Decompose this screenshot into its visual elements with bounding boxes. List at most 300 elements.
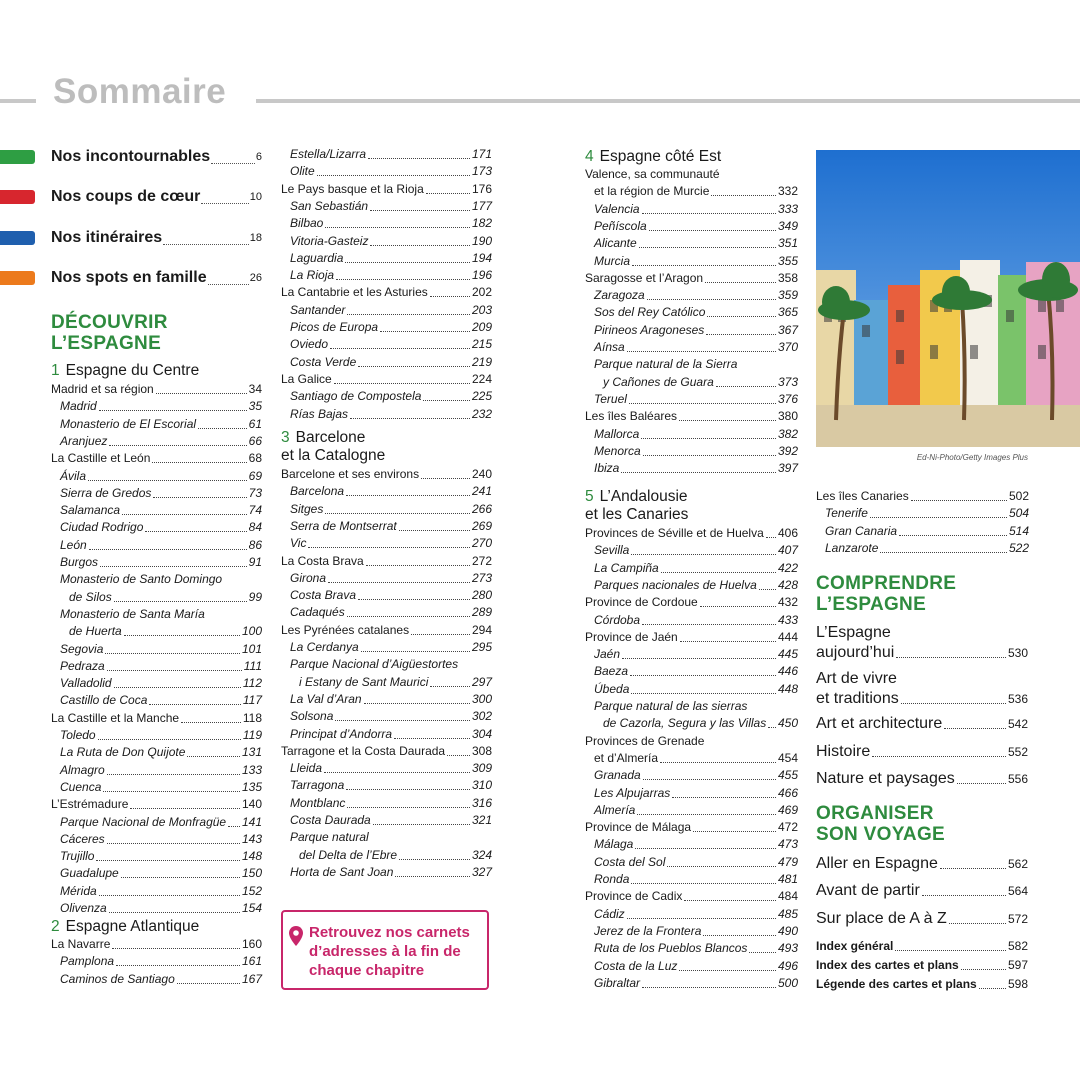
dot-leader — [109, 445, 246, 446]
page-number: 542 — [1007, 717, 1028, 731]
toc-entry — [290, 483, 492, 500]
page-number: 148 — [241, 849, 262, 864]
entry-label: La Galice — [281, 371, 332, 386]
toc-entry — [585, 594, 798, 611]
dot-leader — [895, 950, 1006, 951]
entry-label: Oviedo — [290, 337, 329, 352]
toc-entry — [281, 466, 492, 483]
toc-entry — [594, 218, 798, 235]
page-number: 131 — [241, 745, 262, 760]
page-number: 100 — [241, 624, 262, 639]
dot-leader — [957, 783, 1006, 784]
page-number: 472 — [777, 820, 798, 835]
entry-label: Segovia — [60, 641, 104, 656]
page-number: 160 — [241, 937, 262, 951]
page-number: 101 — [241, 641, 262, 656]
toc-entry — [594, 612, 798, 629]
toc-entry — [290, 388, 492, 405]
page-number: 367 — [777, 322, 798, 337]
dot-leader — [347, 807, 470, 808]
dot-leader — [642, 213, 776, 214]
entry-label: Monasterio de El Escorial — [60, 416, 197, 431]
page-number: 161 — [241, 954, 262, 969]
entry-label: Province de Cadix — [585, 889, 683, 904]
page-number: 18 — [249, 232, 262, 244]
page-number: 219 — [471, 354, 492, 369]
entry-label: Ciudad Rodrigo — [60, 520, 144, 535]
page-number: 34 — [248, 382, 262, 396]
dot-leader — [114, 687, 241, 688]
page-number: 133 — [241, 762, 262, 777]
dot-leader — [112, 948, 240, 949]
toc-entry — [60, 641, 262, 658]
chapter-heading — [281, 429, 385, 465]
dot-leader — [98, 739, 241, 740]
entry-label: Rías Bajas — [290, 406, 349, 421]
page-number: 327 — [471, 864, 492, 879]
entry-label: Tarragona — [290, 778, 345, 793]
dot-leader — [121, 877, 240, 878]
toc-entry — [594, 923, 798, 940]
toc-entry — [594, 906, 798, 923]
entry-label: Le Pays basque et la Rioja — [281, 181, 424, 196]
toc-entry — [594, 201, 798, 218]
toc-entry — [594, 871, 798, 888]
dot-leader — [346, 495, 470, 496]
dot-leader — [667, 866, 776, 867]
entry-label-line: Art de vivre — [816, 670, 897, 687]
dot-leader — [716, 386, 776, 387]
entry-label: Santander — [290, 302, 346, 317]
entry-label: Olivenza — [60, 901, 107, 915]
dot-leader — [370, 210, 470, 211]
toc-entry — [594, 681, 798, 698]
dot-leader — [872, 756, 1006, 757]
chapter-number: 3 — [281, 429, 290, 446]
page-number: 490 — [777, 923, 798, 938]
chapter-heading-line — [281, 429, 385, 447]
page-number: 177 — [471, 198, 492, 213]
dot-leader — [880, 552, 1007, 553]
entry-label: Granada — [594, 768, 641, 783]
toc-entry-major — [816, 714, 1028, 734]
page-number: 316 — [471, 795, 492, 810]
dot-leader — [629, 403, 776, 404]
dot-leader — [899, 535, 1007, 536]
dot-leader — [649, 230, 776, 231]
toc-entry — [290, 535, 492, 552]
entry-label: Barcelona — [290, 484, 345, 499]
dot-leader — [705, 282, 776, 283]
color-bar — [0, 231, 35, 245]
entry-label: Córdoba — [594, 612, 641, 627]
toc-entry — [60, 416, 262, 433]
dot-leader — [911, 500, 1007, 501]
dot-leader — [107, 774, 240, 775]
dot-leader — [637, 814, 776, 815]
dot-leader — [423, 400, 470, 401]
entry-label: Sierra de Gredos — [60, 485, 152, 500]
page-number: 225 — [471, 389, 492, 404]
dot-leader — [211, 151, 255, 164]
dot-leader — [632, 265, 776, 266]
page-number: 215 — [471, 337, 492, 352]
page-number: 273 — [471, 570, 492, 585]
chapter-title: Barcelone — [295, 429, 366, 446]
dot-leader — [370, 245, 469, 246]
toc-entry — [281, 284, 492, 301]
page-number: 332 — [777, 184, 798, 199]
toc-entry — [60, 571, 262, 588]
page-number: 152 — [241, 883, 262, 898]
dot-leader — [368, 158, 470, 159]
page-number: 376 — [777, 391, 798, 406]
page-number: 370 — [777, 340, 798, 354]
part-heading-line: COMPRENDRE — [816, 573, 957, 594]
toc-entry — [290, 267, 492, 284]
color-bar — [0, 150, 35, 164]
toc-entry — [290, 777, 492, 794]
entry-label: Costa de la Luz — [594, 958, 678, 973]
dot-leader — [768, 727, 776, 728]
page-number: 455 — [777, 768, 798, 783]
dot-leader — [96, 860, 240, 861]
dot-leader — [679, 420, 776, 421]
dot-leader — [100, 566, 247, 567]
toc-entry — [60, 433, 262, 450]
toc-entry — [290, 233, 492, 250]
entry-label: Ávila — [60, 468, 87, 483]
toc-entry — [594, 750, 798, 767]
entry-label: Gibraltar — [594, 975, 641, 990]
toc-entry — [281, 371, 492, 388]
entry-label: La Campiña — [594, 560, 659, 575]
map-pin-icon — [289, 926, 303, 946]
dot-leader — [426, 193, 470, 194]
dot-leader — [622, 658, 776, 659]
dot-leader — [325, 227, 470, 228]
page-number: 321 — [471, 813, 492, 827]
highlight-label: Nos spots en famille — [51, 269, 207, 286]
page-number: 562 — [1007, 857, 1028, 871]
dot-leader — [979, 988, 1006, 989]
page-number: 61 — [248, 416, 262, 431]
toc-entry — [594, 287, 798, 304]
entry-label: Montblanc — [290, 795, 346, 810]
toc-entry — [594, 356, 798, 373]
toc-entry — [290, 812, 492, 829]
dot-leader — [901, 703, 1006, 704]
toc-entry — [281, 181, 492, 198]
entry-label-line: Histoire — [816, 743, 871, 760]
toc-entry — [825, 523, 1029, 540]
dot-leader — [759, 589, 776, 590]
toc-entry — [603, 715, 798, 732]
entry-label: Monasterio de Santa María — [60, 606, 205, 621]
entry-label: Horta de Sant Joan — [290, 864, 394, 879]
dot-leader — [107, 670, 242, 671]
chapter-number: 2 — [51, 918, 60, 935]
toc-entry — [60, 900, 262, 917]
page-title: Sommaire — [53, 72, 227, 111]
dot-leader — [201, 191, 248, 204]
dot-leader — [105, 653, 240, 654]
chapter-heading-line — [585, 148, 721, 166]
toc-entry-major — [816, 881, 1028, 901]
entry-label: Almería — [594, 802, 636, 817]
dot-leader — [399, 859, 470, 860]
toc-entry — [299, 674, 492, 691]
toc-entry — [594, 940, 798, 957]
entry-label: Avant de partir — [816, 882, 920, 899]
page-number: 68 — [248, 451, 262, 466]
page-number: 406 — [777, 526, 798, 540]
index-entry — [816, 957, 1028, 974]
dot-leader — [163, 232, 249, 245]
dot-leader — [334, 383, 470, 384]
dot-leader — [421, 478, 470, 479]
entry-label: Salamanca — [60, 503, 121, 518]
toc-entry — [585, 733, 798, 750]
page-number: 119 — [242, 728, 262, 742]
entry-label: Sitges — [290, 501, 324, 516]
entry-label: Cáceres — [60, 831, 105, 846]
dot-leader — [630, 675, 776, 676]
toc-entry — [594, 663, 798, 680]
page-number: 150 — [241, 866, 262, 881]
page-number: 500 — [777, 975, 798, 990]
toc-entry — [594, 443, 798, 460]
entry-label: Province de Cordoue — [585, 595, 698, 610]
page-number: 572 — [1007, 912, 1028, 926]
page-number: 66 — [248, 433, 262, 448]
chapter-heading — [51, 362, 199, 380]
page-number: 99 — [248, 589, 262, 604]
dot-leader — [364, 703, 470, 704]
toc-entry — [290, 163, 492, 180]
highlight-row — [0, 146, 262, 168]
toc-entry — [60, 485, 262, 502]
page-number: 111 — [243, 658, 262, 673]
entry-label: La Rioja — [290, 268, 335, 283]
toc-entry — [60, 848, 262, 865]
chapter-heading-line — [51, 918, 199, 936]
toc-entry — [290, 518, 492, 535]
entry-label: Mérida — [60, 883, 97, 898]
dot-leader — [399, 530, 470, 531]
toc-entry — [290, 250, 492, 267]
dot-leader — [949, 923, 1006, 924]
dot-leader — [156, 393, 247, 394]
highlight-row — [0, 267, 262, 289]
dot-leader — [109, 912, 240, 913]
toc-entry — [290, 691, 492, 708]
entry-label — [816, 742, 870, 762]
dot-leader — [328, 582, 470, 583]
entry-label: de Cazorla, Segura y las Villas — [603, 716, 767, 731]
toc-entry-major — [816, 742, 1028, 762]
entry-label: Úbeda — [594, 681, 630, 696]
page-number: 289 — [471, 605, 492, 620]
dot-leader — [627, 918, 776, 919]
toc-entry — [594, 767, 798, 784]
toc-entry — [281, 743, 492, 760]
chapter-heading — [51, 918, 199, 936]
dot-leader — [347, 616, 470, 617]
entry-label-line: aujourd’hui — [816, 644, 895, 661]
toc-entry-major — [816, 909, 1028, 929]
dot-leader — [366, 565, 470, 566]
page-number: 84 — [248, 520, 262, 535]
toc-entry — [69, 589, 262, 606]
entry-label: Pedraza — [60, 658, 105, 673]
entry-label — [816, 714, 942, 734]
toc-entry — [290, 604, 492, 621]
entry-label: Parque Nacional de Monfragüe — [60, 814, 227, 829]
entry-label: Madrid — [60, 399, 97, 414]
toc-entry — [290, 406, 492, 423]
toc-entry — [290, 354, 492, 371]
dot-leader — [325, 513, 470, 514]
page-number: 74 — [248, 503, 262, 518]
page-number: 349 — [777, 218, 798, 233]
chapter-title: Espagne Atlantique — [65, 918, 200, 935]
toc-entry — [60, 502, 262, 519]
toc-entry — [290, 146, 492, 163]
page-number: 269 — [471, 518, 492, 533]
page-number: 432 — [777, 595, 798, 610]
entry-label: Les Alpujarras — [594, 785, 671, 800]
dot-leader — [107, 843, 240, 844]
page-number: 556 — [1007, 772, 1028, 786]
entry-label: Les Pyrénées catalanes — [281, 622, 410, 637]
toc-entry — [51, 710, 262, 727]
entry-label: Monasterio de Santo Domingo — [60, 572, 223, 587]
entry-label: Province de Jaén — [585, 629, 678, 644]
entry-label: Peñíscola — [594, 218, 647, 233]
page-number: 502 — [1008, 489, 1029, 503]
dot-leader — [99, 410, 247, 411]
dot-leader — [642, 624, 776, 625]
entry-label: Principat d’Andorra — [290, 726, 393, 741]
entry-label: Pamplona — [60, 954, 115, 969]
entry-label: Trujillo — [60, 849, 95, 864]
entry-label: Lanzarote — [825, 540, 879, 555]
page-number: 469 — [777, 802, 798, 817]
toc-entry — [825, 540, 1029, 557]
page-number: 373 — [777, 374, 798, 389]
dot-leader — [643, 455, 776, 456]
page-number: 382 — [777, 426, 798, 441]
dot-leader — [358, 366, 470, 367]
entry-label: et d’Almería — [594, 750, 659, 765]
toc-entry — [60, 814, 262, 831]
dot-leader — [198, 428, 247, 429]
page-number: 141 — [241, 814, 262, 829]
page-number: 203 — [471, 302, 492, 317]
page-number: 407 — [777, 543, 798, 558]
dot-leader — [330, 348, 470, 349]
entry-label: Tarragone et la Costa Daurada — [281, 743, 446, 758]
entry-label: Bilbao — [290, 216, 324, 231]
entry-label: del Delta de l’Ebre — [299, 847, 398, 862]
dot-leader — [228, 826, 240, 827]
toc-entry — [825, 505, 1029, 522]
entry-label-line: Nature et paysages — [816, 770, 955, 787]
dot-leader — [145, 531, 246, 532]
toc-entry-major — [816, 669, 1028, 709]
entry-label — [816, 623, 894, 663]
page-number: 270 — [471, 536, 492, 551]
entry-label: Gran Canaria — [825, 523, 898, 538]
entry-label: Baeza — [594, 664, 629, 679]
entry-label: Mallorca — [594, 426, 640, 441]
toc-entry — [594, 560, 798, 577]
entry-label: Cuenca — [60, 779, 102, 794]
entry-label: Province de Málaga — [585, 820, 692, 835]
toc-entry — [290, 760, 492, 777]
page-number: 473 — [777, 837, 798, 852]
entry-label: Cadaqués — [290, 605, 345, 620]
page-number: 173 — [471, 164, 492, 179]
dot-leader — [336, 279, 470, 280]
entry-label: Saragosse et l’Aragon — [585, 270, 704, 285]
entry-label: León — [60, 537, 87, 552]
part-heading-line: DÉCOUVRIR — [51, 312, 168, 333]
highlight-row — [0, 227, 262, 249]
dot-leader — [635, 848, 776, 849]
entry-label: Zaragoza — [594, 288, 645, 303]
dot-leader — [394, 738, 470, 739]
page-number: 564 — [1007, 884, 1028, 898]
page-number: 241 — [471, 484, 492, 499]
entry-label: La Castille et la Manche — [51, 710, 180, 725]
highlight-label: Nos coups de cœur — [51, 188, 201, 205]
dot-leader — [631, 554, 776, 555]
dot-leader — [627, 351, 776, 352]
entry-label: Caminos de Santiago — [60, 971, 175, 986]
entry-label: et la région de Murcie — [594, 184, 710, 199]
toc-entry — [60, 953, 262, 970]
dot-leader — [350, 418, 470, 419]
header-rule-right — [256, 99, 1080, 103]
page-number: 140 — [241, 797, 262, 812]
page-number: 310 — [471, 778, 492, 793]
page-number: 171 — [471, 147, 492, 161]
entry-label: Parque natural de las sierras — [594, 699, 748, 713]
toc-entry — [594, 542, 798, 559]
page-number: 196 — [471, 268, 492, 283]
dot-leader — [940, 868, 1006, 869]
entry-label: Sos del Rey Católico — [594, 305, 706, 320]
dot-leader — [373, 824, 470, 825]
entry-label: Les îles Baléares — [585, 409, 678, 424]
toc-entry — [290, 639, 492, 656]
chapter-heading-line — [51, 362, 199, 380]
color-bar — [0, 190, 35, 204]
toc-entry — [594, 322, 798, 339]
page-number: 118 — [242, 710, 262, 725]
chapter-title: Espagne du Centre — [65, 362, 200, 379]
dot-leader — [88, 480, 247, 481]
chapter-heading-line: et les Canaries — [585, 506, 689, 523]
dot-leader — [896, 657, 1006, 658]
page-number: 444 — [777, 629, 798, 644]
toc-entry — [290, 795, 492, 812]
toc-entry — [290, 336, 492, 353]
dot-leader — [961, 969, 1006, 970]
entry-label: Madrid et sa région — [51, 382, 154, 396]
